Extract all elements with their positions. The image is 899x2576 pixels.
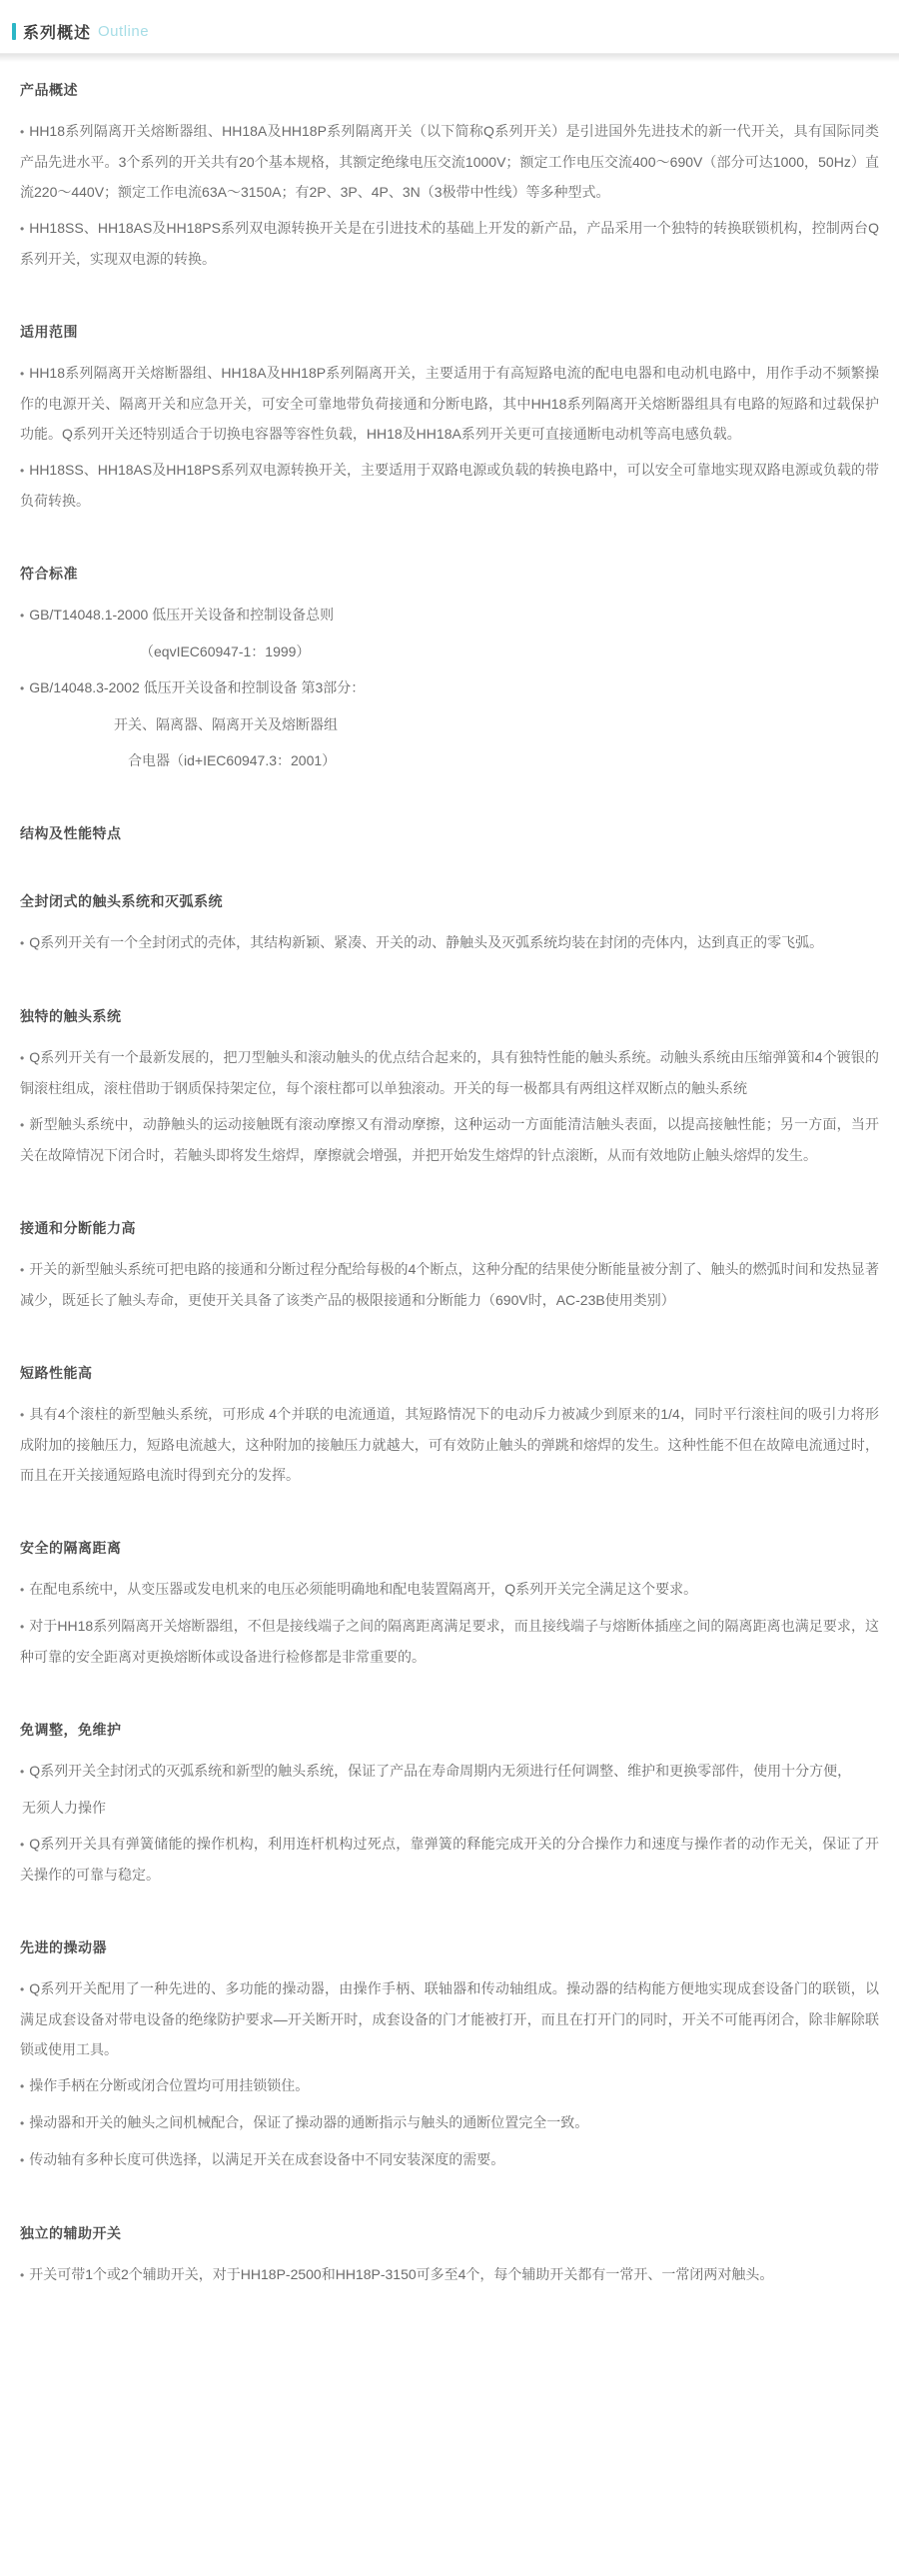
item-text: 开关可带1个或2个辅助开关，对于HH18P-2500和HH18P-3150可多至4个，每个辅助开关都有一常开、一常闭两对触头。 xyxy=(29,2266,774,2282)
bullet-item xyxy=(20,116,879,207)
section-heading-application-scope: 适用范围 xyxy=(20,324,78,340)
item-text: （eqvIEC60947-1：1999） xyxy=(140,644,311,659)
page-header xyxy=(0,0,899,53)
section-heading-unique-contact-system: 独特的触头系统 xyxy=(20,1008,122,1024)
bullet-icon: • xyxy=(20,2079,25,2093)
text-line xyxy=(20,637,879,666)
section-heading-features: 结构及性能特点 xyxy=(20,825,122,841)
text-line xyxy=(20,709,879,739)
bullet-item xyxy=(20,1611,879,1672)
item-text: 新型触头系统中，动静触头的运动接触既有滚动摩擦又有滑动摩擦，这种运动一方面能清洁触头表面，以提高接触性能；另一方面，当开关在故障情况下闭合时，若触头即将发生熔焊，摩擦就会增强，并把开始发生熔焊的针点滚断，从而有效地防止触头熔焊的发生。 xyxy=(20,1116,879,1163)
item-text: 开关、隔离器、隔离开关及熔断器组 xyxy=(114,716,338,732)
bullet-icon: • xyxy=(20,1118,25,1132)
text-line xyxy=(20,1793,879,1823)
bullet-item xyxy=(20,1973,879,2064)
item-text: 合电器（id+IEC60947.3：2001） xyxy=(128,752,337,768)
bullet-icon: • xyxy=(20,367,25,381)
section-features xyxy=(20,823,879,843)
bullet-item xyxy=(20,1254,879,1315)
section-enclosed-contact-system xyxy=(20,891,879,958)
item-text: 操动器和开关的触头之间机械配合，保证了操动器的通断指示与触头的通断位置完全一致。 xyxy=(29,2114,589,2130)
bullet-icon: • xyxy=(20,1620,25,1634)
section-advanced-operator xyxy=(20,1937,879,2175)
section-heading-advanced-operator: 先进的操动器 xyxy=(20,1939,107,1955)
bullet-item xyxy=(20,455,879,516)
bullet-icon: • xyxy=(20,681,25,695)
item-text: GB/T14048.1-2000 低压开关设备和控制设备总则 xyxy=(29,607,335,623)
bullet-item xyxy=(20,1829,879,1890)
section-safe-isolation-distance xyxy=(20,1538,879,1672)
bullet-icon: • xyxy=(20,125,25,139)
section-application-scope xyxy=(20,322,879,516)
item-text: 传动轴有多种长度可供选择，以满足开关在成套设备中不同安装深度的需要。 xyxy=(29,2151,505,2167)
bullet-icon: • xyxy=(20,1408,25,1422)
item-text: HH18SS、HH18AS及HH18PS系列双电源转换开关是在引进技术的基础上开发的新产品，产品采用一个独特的转换联锁机构，控制两台Q系列开关，实现双电源的转换。 xyxy=(20,220,879,267)
section-unique-contact-system xyxy=(20,1006,879,1170)
item-text: 具有4个滚柱的新型触头系统，可形成 4个并联的电流通道，其短路情况下的电动斥力被减少到原来的1/4，同时平行滚柱间的吸引力将形成附加的接触压力，短路电流越大，这种附加的接触压力就越大，可有效防止触头的弹跳和熔焊的发生。这种性能不但在故障电流通过时，而且在开关接通短路电流时得到充分的发挥。 xyxy=(20,1406,879,1483)
item-text: 无须人力操作 xyxy=(22,1800,106,1816)
section-independent-auxiliary-switch xyxy=(20,2223,879,2290)
text-line xyxy=(20,745,879,775)
bullet-item xyxy=(20,1756,879,1787)
section-heading-maintenance-free: 免调整，免维护 xyxy=(20,1722,122,1738)
bullet-icon: • xyxy=(20,936,25,950)
bullet-icon: • xyxy=(20,222,25,236)
bullet-item xyxy=(20,358,879,449)
content xyxy=(0,62,899,2326)
page-title: 系列概述 xyxy=(23,25,92,42)
bullet-item xyxy=(20,1109,879,1170)
bullet-icon: • xyxy=(20,2268,25,2282)
bullet-icon: • xyxy=(20,1765,25,1779)
accent-bar xyxy=(12,23,16,40)
bullet-icon: • xyxy=(20,1982,25,1996)
item-text: 开关的新型触头系统可把电路的接通和分断过程分配给每极的4个断点，这种分配的结果使分断能量被分割了、触头的燃弧时间和发热显著减少，既延长了触头寿命，更使开关具备了该类产品的极限接通和分断能力（690V时，AC-23B使用类别） xyxy=(20,1261,879,1308)
section-maintenance-free xyxy=(20,1720,879,1890)
bullet-icon: • xyxy=(20,1583,25,1597)
bullet-item xyxy=(20,672,879,703)
item-text: Q系列开关有一个全封闭式的壳体，其结构新颖、紧凑、开关的动、静触头及灭弧系统均装在封闭的壳体内，达到真正的零飞弧。 xyxy=(29,934,824,950)
bullet-icon: • xyxy=(20,2153,25,2167)
section-heading-standards: 符合标准 xyxy=(20,566,78,582)
section-making-breaking-capacity xyxy=(20,1218,879,1315)
item-text: Q系列开关有一个最新发展的，把刀型触头和滚动触头的优点结合起来的，具有独特性能的触头系统。动触头系统由压缩弹簧和4个镀银的铜滚柱组成，滚柱借助于钢质保持架定位，每个滚柱都可以单独滚动。开关的每一极都具有两组这样双断点的触头系统 xyxy=(20,1049,879,1096)
bullet-icon: • xyxy=(20,2116,25,2130)
header-divider xyxy=(0,53,899,62)
section-product-overview xyxy=(20,80,879,274)
bullet-icon: • xyxy=(20,1263,25,1277)
bullet-item xyxy=(20,2259,879,2290)
section-heading-product-overview: 产品概述 xyxy=(20,82,78,98)
item-text: HH18系列隔离开关熔断器组、HH18A及HH18P系列隔离开关（以下简称Q系列开关）是引进国外先进技术的新一代开关，具有国际同类产品先进水平。3个系列的开关共有20个基本规格，其额定绝缘电压交流1000V；额定工作电压交流400～690V（部分可达1000，50Hz）直流220～440V；额定工作电流63A～3150A；有2P、3P、4P、3N（3极带中性线）等多种型式。 xyxy=(20,123,879,200)
item-text: 在配电系统中，从变压器或发电机来的电压必须能明确地和配电装置隔离开，Q系列开关完全满足这个要求。 xyxy=(29,1581,698,1597)
bullet-icon: • xyxy=(20,609,25,623)
section-short-circuit-performance xyxy=(20,1363,879,1490)
section-heading-safe-isolation-distance: 安全的隔离距离 xyxy=(20,1540,122,1556)
bullet-icon: • xyxy=(20,1051,25,1065)
item-text: HH18SS、HH18AS及HH18PS系列双电源转换开关，主要适用于双路电源或负载的转换电路中，可以安全可靠地实现双路电源或负载的带负荷转换。 xyxy=(20,462,879,509)
bullet-item xyxy=(20,2070,879,2101)
bullet-item xyxy=(20,2144,879,2175)
item-text: HH18系列隔离开关熔断器组、HH18A及HH18P系列隔离开关，主要适用于有高短路电流的配电电器和电动机电路中，用作手动不频繁操作的电源开关、隔离开关和应急开关，可安全可靠地带负荷接通和分断电路，其中HH18系列隔离开关熔断器组具有电路的短路和过载保护功能。Q系列开关还特别适合于切换电容器等容性负载，HH18及HH18A系列开关更可直接通断电动机等高电感负载。 xyxy=(20,365,879,442)
bullet-item xyxy=(20,1042,879,1103)
bullet-item xyxy=(20,1399,879,1490)
page-title-en: Outline xyxy=(98,23,150,40)
section-standards xyxy=(20,564,879,775)
bullet-item xyxy=(20,1574,879,1605)
bullet-item xyxy=(20,2107,879,2138)
bullet-item xyxy=(20,600,879,631)
item-text: Q系列开关具有弹簧储能的操作机构，利用连杆机构过死点，靠弹簧的释能完成开关的分合操作力和速度与操作者的动作无关，保证了开关操作的可靠与稳定。 xyxy=(20,1836,879,1883)
bullet-icon: • xyxy=(20,1838,25,1852)
item-text: Q系列开关配用了一种先进的、多功能的操动器，由操作手柄、联轴器和传动轴组成。操动器的结构能方便地实现成套设备门的联锁，以满足成套设备对带电设备的绝缘防护要求—开关断开时，成套设备的门才能被打开，而且在打开门的同时，开关不可能再闭合，除非解除联锁或使用工具。 xyxy=(20,1980,879,2057)
bullet-icon: • xyxy=(20,464,25,478)
bullet-item xyxy=(20,213,879,274)
item-text: 操作手柄在分断或闭合位置均可用挂锁锁住。 xyxy=(29,2077,310,2093)
item-text: GB/14048.3-2002 低压开关设备和控制设备 第3部分： xyxy=(29,679,366,695)
section-heading-independent-auxiliary-switch: 独立的辅助开关 xyxy=(20,2225,122,2241)
section-heading-short-circuit-performance: 短路性能高 xyxy=(20,1365,93,1381)
item-text: Q系列开关全封闭式的灭弧系统和新型的触头系统，保证了产品在寿命周期内无须进行任何调整、维护和更换零部件，使用十分方便， xyxy=(29,1763,852,1779)
section-heading-making-breaking-capacity: 接通和分断能力高 xyxy=(20,1220,136,1236)
item-text: 对于HH18系列隔离开关熔断器组，不但是接线端子之间的隔离距离满足要求，而且接线端子与熔断体插座之间的隔离距离也满足要求，这种可靠的安全距离对更换熔断体或设备进行检修都是非常重要的。 xyxy=(20,1618,879,1665)
section-heading-enclosed-contact-system: 全封闭式的触头系统和灭弧系统 xyxy=(20,893,223,909)
bullet-item xyxy=(20,927,879,958)
